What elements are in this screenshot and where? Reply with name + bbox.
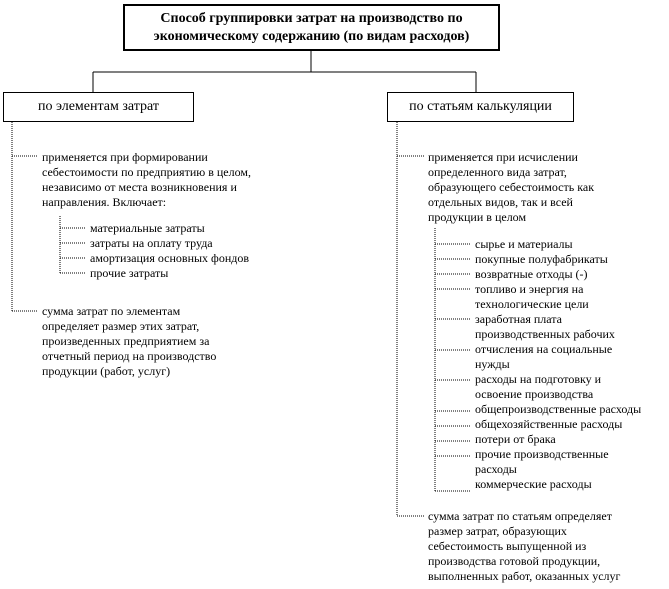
list-item: сырье и материалы — [475, 237, 573, 251]
list-item: общепроизводственные расходы — [475, 402, 642, 416]
list-item: отчисления на социальные нужды — [475, 342, 613, 371]
list-item: расходы на подготовку и освоение производства — [475, 372, 602, 401]
right-item-list — [475, 237, 641, 492]
list-item: затраты на оплату труда — [90, 236, 213, 250]
list-item: покупные полуфабрикаты — [475, 252, 608, 266]
list-item: прочие затраты — [90, 266, 169, 280]
diagram-title-line: Способ группировки затрат на производство по — [160, 11, 463, 26]
list-item: прочие производственные расходы — [475, 447, 609, 476]
list-item: потери от брака — [475, 432, 556, 446]
diagram-title-box — [123, 4, 500, 51]
list-item: заработная плата производственных рабочих — [475, 312, 615, 341]
right-note-sum: сумма затрат по статьям определяет размер затрат, образующих себестоимость выпущенной из производства готовой продукции, выполненных работ, оказанных услуг — [428, 509, 621, 583]
left-note-application: применяется при формировании себестоимости по предприятию в целом, независимо от места возникновения и направления. Включает: — [42, 150, 251, 209]
list-item: амортизация основных фондов — [90, 251, 250, 265]
list-item: общехозяйственные расходы — [475, 417, 623, 431]
list-item: материальные затраты — [90, 221, 205, 235]
left-category-box: по элементам затрат — [3, 92, 194, 122]
right-note-application: применяется при исчислении определенного вида затрат, образующего себестоимость как отдельных видов, так и всей продукции в целом — [428, 150, 595, 224]
diagram-title-line: экономическому содержанию (по видам расходов) — [153, 29, 470, 44]
list-item: возвратные отходы (-) — [475, 267, 588, 281]
left-note-sum: сумма затрат по элементам определяет размер этих затрат, произведенных предприятием за отчетный период на производство продукции (работ, услуг) — [42, 304, 217, 378]
list-item: коммерческие расходы — [475, 477, 592, 491]
list-item: топливо и энергия на технологические цели — [475, 282, 589, 311]
left-element-list — [90, 221, 249, 281]
right-category-box: по статьям калькуляции — [387, 92, 574, 122]
